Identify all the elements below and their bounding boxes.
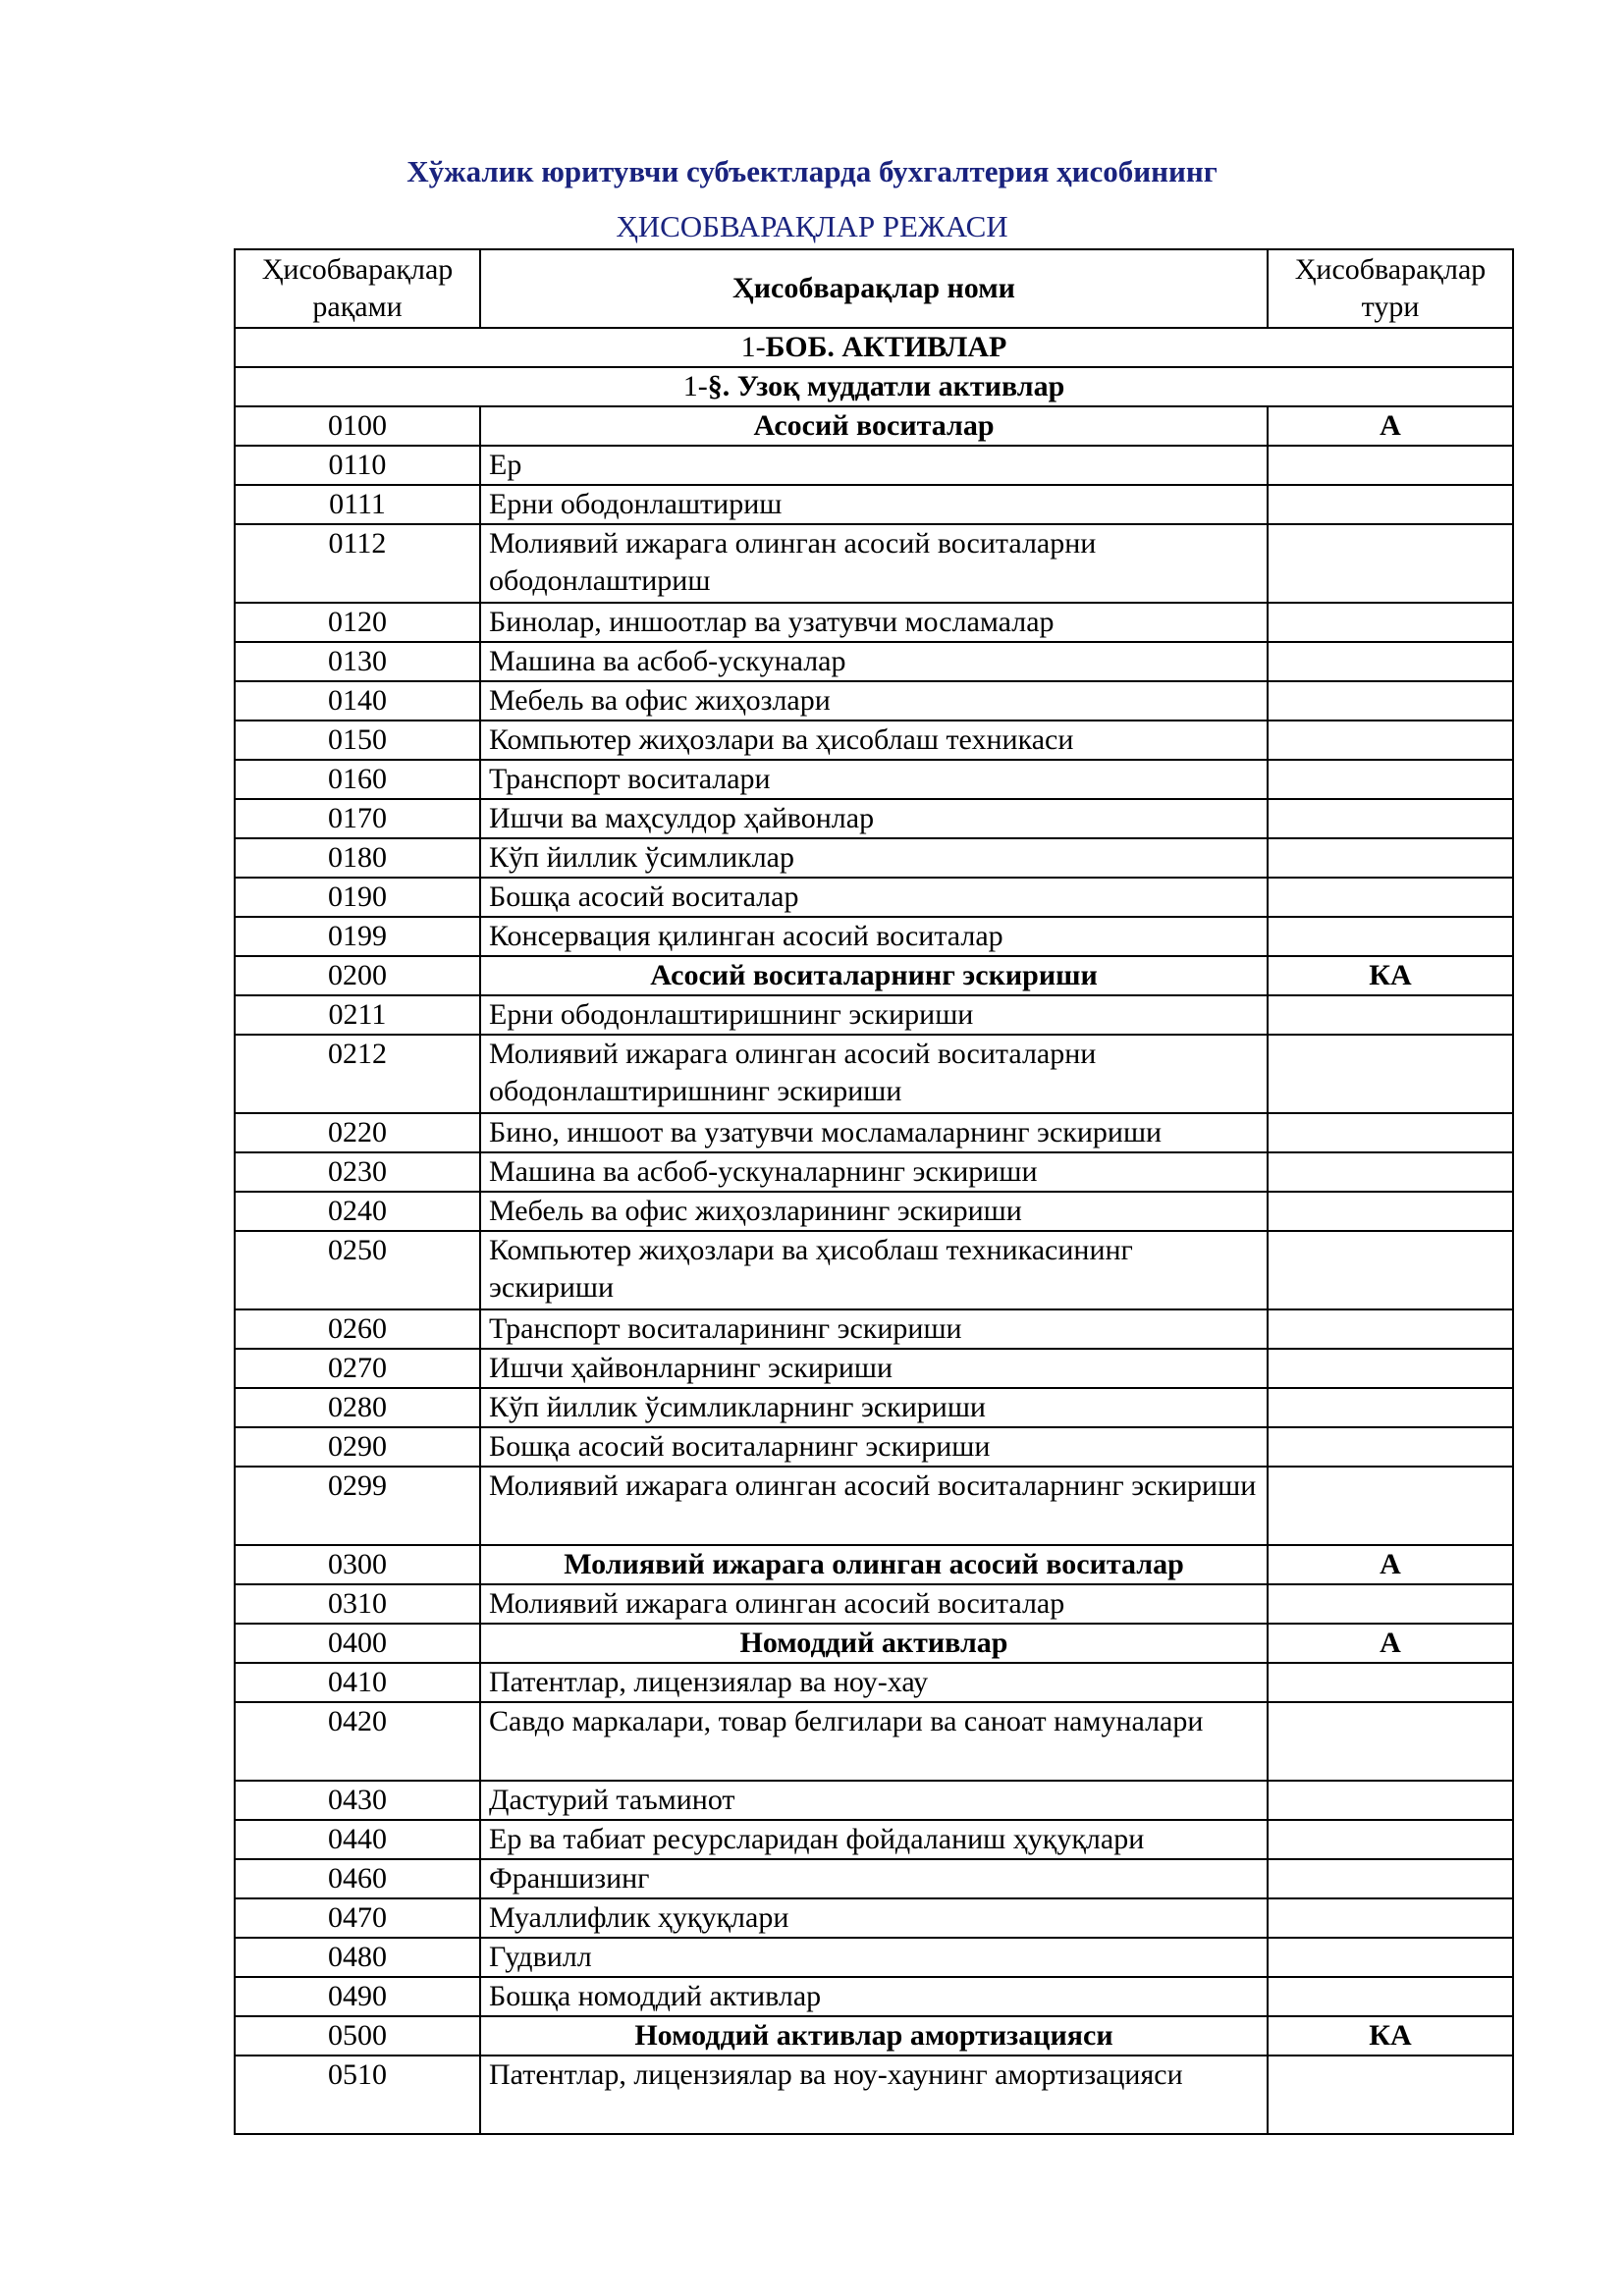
account-code: 0250 [235,1231,480,1309]
account-type [1268,1898,1513,1938]
account-code: 0110 [235,446,480,485]
account-row [235,1349,1513,1388]
account-code: 0410 [235,1663,480,1702]
account-type [1268,642,1513,681]
account-row [235,1035,1513,1113]
header-account-type: Ҳисобварақлар тури [1268,249,1513,328]
account-code: 0290 [235,1427,480,1467]
account-name: Бошқа асосий воситаларнинг эскириши [480,1427,1268,1467]
account-type [1268,1113,1513,1152]
account-code: 0120 [235,603,480,642]
account-type [1268,917,1513,956]
account-name: Ер [480,446,1268,485]
account-name: Транспорт воситаларининг эскириши [480,1309,1268,1349]
account-row [235,878,1513,917]
account-name: Ерни ободонлаштиришнинг эскириши [480,995,1268,1035]
account-code: 0220 [235,1113,480,1152]
header-account-name: Ҳисобварақлар номи [480,249,1268,328]
account-type [1268,1938,1513,1977]
account-row [235,1388,1513,1427]
account-type [1268,1663,1513,1702]
account-code: 0180 [235,838,480,878]
account-code: 0440 [235,1820,480,1859]
account-name: Ишчи ва маҳсулдор ҳайвонлар [480,799,1268,838]
account-group-row [235,2016,1513,2056]
account-name: Консервация қилинган асосий воситалар [480,917,1268,956]
chapter-title: БОБ. АКТИВЛАР [765,331,1007,363]
account-code: 0230 [235,1152,480,1192]
table-body [235,249,1513,2134]
account-code: 0150 [235,721,480,760]
account-row [235,1427,1513,1467]
document-subtitle: ҲИСОБВАРАҚЛАР РЕЖАСИ [616,209,1008,243]
account-code: 0200 [235,956,480,995]
account-name: Молиявий ижарага олинган асосий воситалар [480,1584,1268,1624]
account-code: 0480 [235,1938,480,1977]
account-row [235,1859,1513,1898]
account-type [1268,1977,1513,2016]
account-type [1268,1702,1513,1781]
account-row [235,995,1513,1035]
account-type: А [1268,1545,1513,1584]
account-name: Молиявий ижарага олинган асосий воситаларнинг эскириши [480,1467,1268,1545]
account-code: 0212 [235,1035,480,1113]
account-code: 0500 [235,2016,480,2056]
account-type [1268,2056,1513,2134]
account-code: 0420 [235,1702,480,1781]
account-code: 0510 [235,2056,480,2134]
account-code: 0130 [235,642,480,681]
account-name: Гудвилл [480,1938,1268,1977]
account-type [1268,1859,1513,1898]
account-row [235,524,1513,603]
account-row [235,1192,1513,1231]
account-row [235,1152,1513,1192]
account-code: 0460 [235,1859,480,1898]
account-code: 0199 [235,917,480,956]
account-type [1268,1427,1513,1467]
account-code: 0430 [235,1781,480,1820]
account-row [235,1584,1513,1624]
account-name: Муаллифлик ҳуқуқлари [480,1898,1268,1938]
account-row [235,446,1513,485]
account-row [235,642,1513,681]
account-name: Ерни ободонлаштириш [480,485,1268,524]
section-title: §. Узоқ муддатли активлар [707,370,1065,402]
account-name: Савдо маркалари, товар белгилари ва саноат намуналари [480,1702,1268,1781]
section-number: 1- [682,370,708,402]
account-type [1268,799,1513,838]
account-name: Молиявий ижарага олинган асосий воситаларни ободонлаштириш [480,524,1268,603]
account-type [1268,524,1513,603]
account-code: 0100 [235,406,480,446]
account-name: Патентлар, лицензиялар ва ноу-хау [480,1663,1268,1702]
account-row [235,485,1513,524]
account-type [1268,878,1513,917]
account-code: 0111 [235,485,480,524]
account-name: Мебель ва офис жиҳозлари [480,681,1268,721]
account-type [1268,485,1513,524]
account-group-name: Молиявий ижарага олинган асосий воситалар [480,1545,1268,1584]
account-row [235,799,1513,838]
account-type [1268,1349,1513,1388]
chapter-heading [235,328,1513,367]
account-type [1268,446,1513,485]
account-type: А [1268,1624,1513,1663]
account-code: 0470 [235,1898,480,1938]
account-group-name: Асосий воситалар [480,406,1268,446]
account-name: Машина ва асбоб-ускуналар [480,642,1268,681]
account-type: КА [1268,956,1513,995]
account-type [1268,1152,1513,1192]
account-code: 0300 [235,1545,480,1584]
account-type [1268,760,1513,799]
account-name: Ишчи ҳайвонларнинг эскириши [480,1349,1268,1388]
account-name: Бошқа асосий воситалар [480,878,1268,917]
account-row [235,1938,1513,1977]
account-name: Транспорт воситалари [480,760,1268,799]
account-group-name: Номоддий активлар амортизацияси [480,2016,1268,2056]
account-name: Бинолар, иншоотлар ва узатувчи мосламалар [480,603,1268,642]
account-type [1268,721,1513,760]
account-row [235,838,1513,878]
account-type [1268,1584,1513,1624]
account-row [235,1663,1513,1702]
account-code: 0190 [235,878,480,917]
account-type [1268,838,1513,878]
account-name: Кўп йиллик ўсимликлар [480,838,1268,878]
account-row [235,1898,1513,1938]
account-type: КА [1268,2016,1513,2056]
account-name: Кўп йиллик ўсимликларнинг эскириши [480,1388,1268,1427]
account-name: Компьютер жиҳозлари ва ҳисоблаш техникасининг эскириши [480,1231,1268,1309]
account-name: Молиявий ижарага олинган асосий воситаларни ободонлаштиришнинг эскириши [480,1035,1268,1113]
account-name: Машина ва асбоб-ускуналарнинг эскириши [480,1152,1268,1192]
account-group-row [235,406,1513,446]
account-code: 0280 [235,1388,480,1427]
account-type [1268,681,1513,721]
account-code: 0140 [235,681,480,721]
account-code: 0211 [235,995,480,1035]
account-row [235,1702,1513,1781]
account-type [1268,1820,1513,1859]
account-row [235,1231,1513,1309]
account-type [1268,995,1513,1035]
account-group-name: Номоддий активлар [480,1624,1268,1663]
account-group-row [235,1545,1513,1584]
account-row [235,1820,1513,1859]
account-row [235,681,1513,721]
account-type [1268,1035,1513,1113]
account-type [1268,1467,1513,1545]
account-group-row [235,956,1513,995]
account-code: 0260 [235,1309,480,1349]
account-type [1268,1309,1513,1349]
account-row [235,1309,1513,1349]
account-code: 0240 [235,1192,480,1231]
account-group-name: Асосий воситаларнинг эскириши [480,956,1268,995]
account-type [1268,1388,1513,1427]
chapter-row [235,328,1513,367]
account-name: Компьютер жиҳозлари ва ҳисоблаш техникаси [480,721,1268,760]
account-code: 0310 [235,1584,480,1624]
account-code: 0299 [235,1467,480,1545]
account-row [235,1977,1513,2016]
account-name: Патентлар, лицензиялар ва ноу-хаунинг амортизацияси [480,2056,1268,2134]
account-code: 0112 [235,524,480,603]
section-heading [235,367,1513,406]
chart-of-accounts-table [234,248,1514,2135]
account-type [1268,603,1513,642]
account-name: Дастурий таъминот [480,1781,1268,1820]
chapter-number: 1- [740,331,766,363]
section-row [235,367,1513,406]
account-row [235,603,1513,642]
account-name: Франшизинг [480,1859,1268,1898]
account-row [235,760,1513,799]
account-type [1268,1231,1513,1309]
table-header-row [235,249,1513,328]
header-account-code: Ҳисобварақлар рақами [235,249,480,328]
account-row [235,2056,1513,2134]
account-row [235,1113,1513,1152]
account-code: 0270 [235,1349,480,1388]
account-name: Ер ва табиат ресурсларидан фойдаланиш ҳуқуқлари [480,1820,1268,1859]
account-code: 0490 [235,1977,480,2016]
account-row [235,1467,1513,1545]
account-name: Бошқа номоддий активлар [480,1977,1268,2016]
account-name: Бино, иншоот ва узатувчи мосламаларнинг эскириши [480,1113,1268,1152]
account-group-row [235,1624,1513,1663]
account-code: 0170 [235,799,480,838]
account-row [235,1781,1513,1820]
account-row [235,721,1513,760]
account-type [1268,1192,1513,1231]
account-type [1268,1781,1513,1820]
account-code: 0400 [235,1624,480,1663]
document-title: Хўжалик юритувчи субъектларда бухгалтерия ҳисобининг [406,154,1218,188]
account-name: Мебель ва офис жиҳозларининг эскириши [480,1192,1268,1231]
account-code: 0160 [235,760,480,799]
account-row [235,917,1513,956]
account-type: А [1268,406,1513,446]
